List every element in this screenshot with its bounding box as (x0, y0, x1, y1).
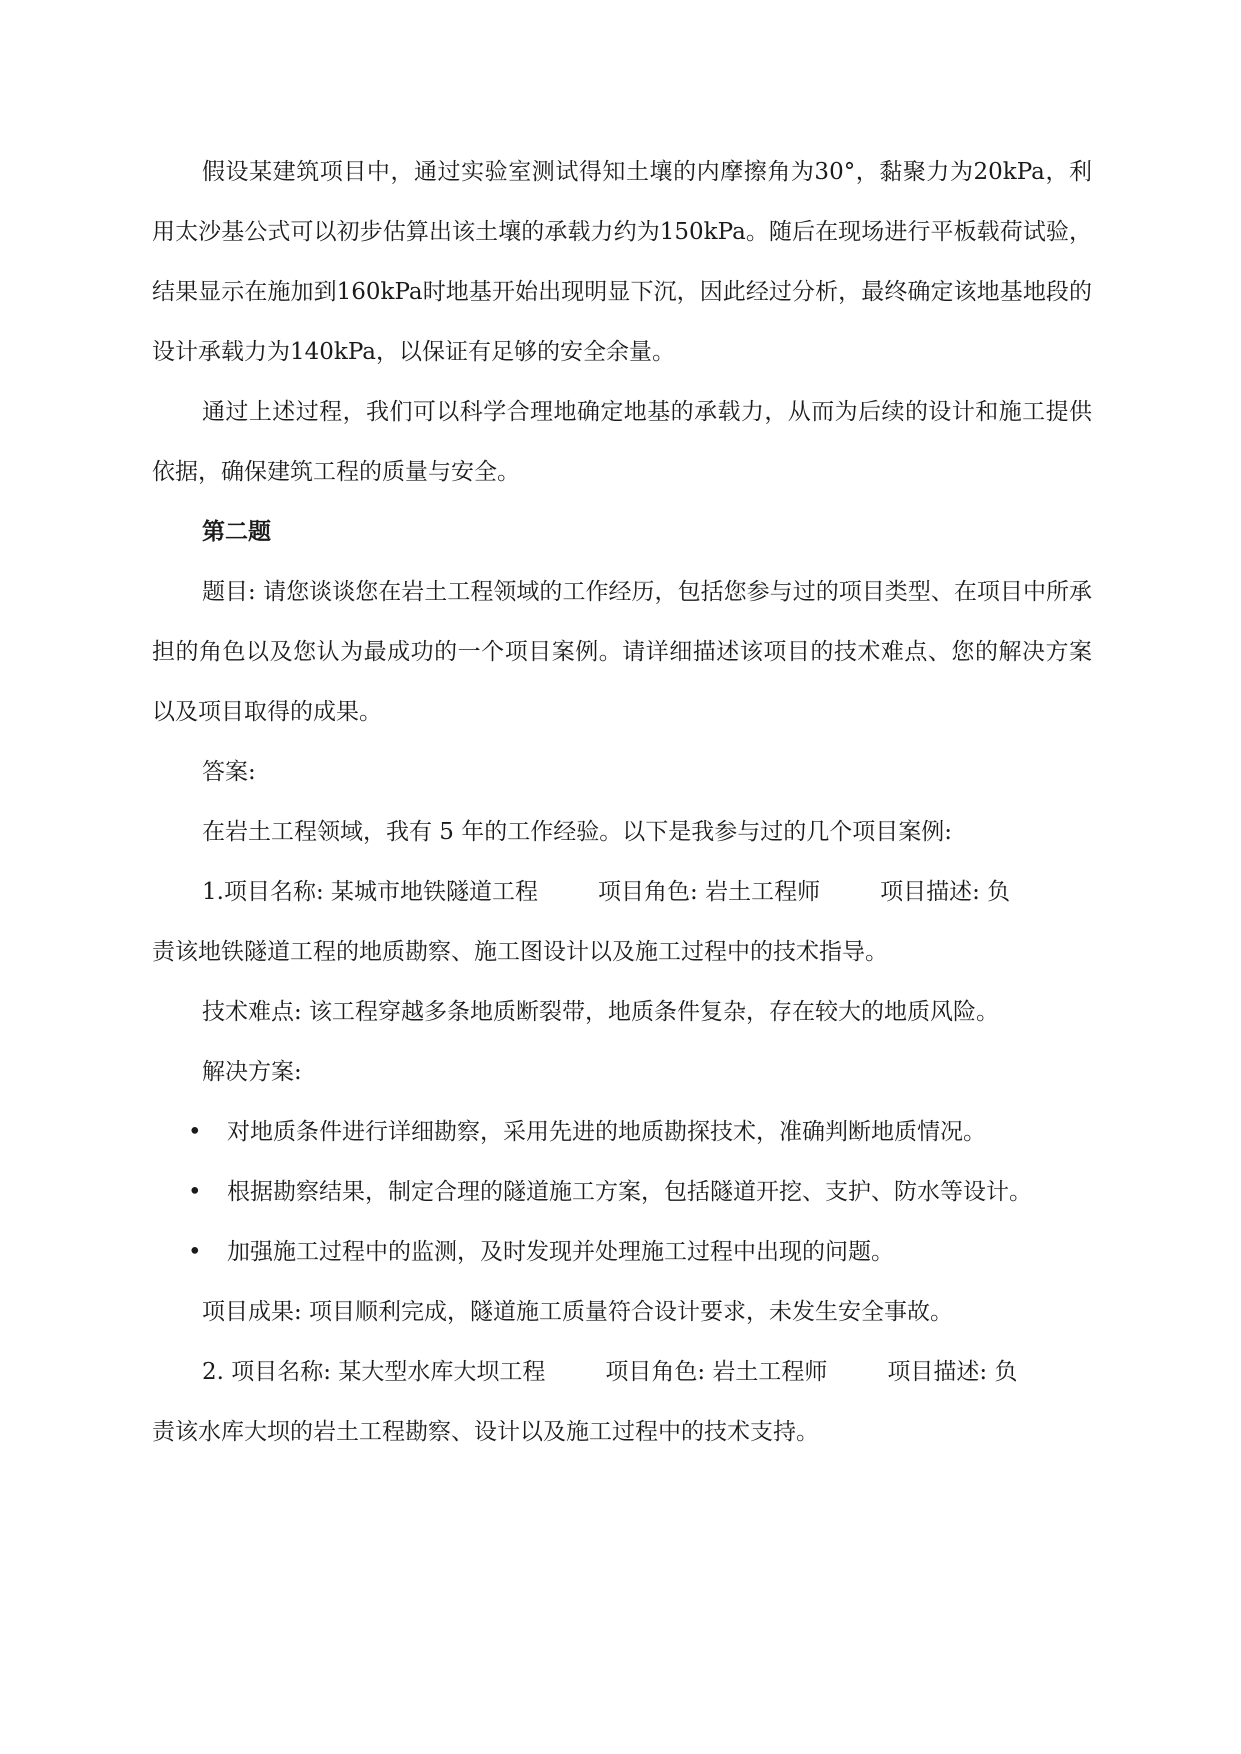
list-item (152, 1222, 1092, 1282)
paragraph-bearing-capacity-example: 假设某建筑项目中，通过实验室测试得知土壤的内摩擦角为30°，黏聚力为20kPa，利用太沙基公式可以初步估算出该土壤的承载力约为150kPa。随后在现场进行平板载荷试验，结果显示在施加到160kPa时地基开始出现明显下沉，因此经过分析，最终确定该地基地段的设计承载力为140kPa，以保证有足够的安全余量。 (152, 159, 1092, 365)
project1-name: 1.项目名称: 某城市地铁隧道工程 (202, 879, 539, 905)
document-page (152, 142, 1092, 1462)
project2-name: 2. 项目名称: 某大型水库大坝工程 (202, 1359, 546, 1385)
project1-difficulty: 技术难点: 该工程穿越多条地质断裂带，地质条件复杂，存在较大的地质风险。 (202, 999, 1000, 1025)
solution-text: 根据勘察结果，制定合理的隧道施工方案，包括隧道开挖、支护、防水等设计。 (227, 1179, 1032, 1205)
project1-result: 项目成果: 项目顺利完成，隧道施工质量符合设计要求，未发生安全事故。 (202, 1299, 954, 1325)
bullet-icon: • (188, 1239, 202, 1265)
list-item (152, 1162, 1092, 1222)
project1-desc-start: 项目描述: 负 (880, 879, 1011, 905)
solution-text: 对地质条件进行详细勘察，采用先进的地质勘探技术，准确判断地质情况。 (227, 1119, 986, 1145)
project1-solution-label: 解决方案: (202, 1059, 302, 1085)
project2-header (152, 1342, 1092, 1402)
question-text: 题目: 请您谈谈您在岩土工程领域的工作经历，包括您参与过的项目类型、在项目中所承担的角色以及您认为最成功的一个项目案例。请详细描述该项目的技术难点、您的解决方案以及项目取得的成果。 (152, 579, 1092, 725)
bullet-icon: • (188, 1179, 202, 1205)
project1-description: 责该地铁隧道工程的地质勘察、施工图设计以及施工过程中的技术指导。 (152, 939, 888, 965)
project2-role: 项目角色: 岩土工程师 (605, 1359, 828, 1385)
project2-description: 责该水库大坝的岩土工程勘察、设计以及施工过程中的技术支持。 (152, 1419, 819, 1445)
project1-role: 项目角色: 岩土工程师 (598, 879, 821, 905)
project2-desc-start: 项目描述: 负 (887, 1359, 1018, 1385)
list-item (152, 1102, 1092, 1162)
paragraph-summary: 通过上述过程，我们可以科学合理地确定地基的承载力，从而为后续的设计和施工提供依据，确保建筑工程的质量与安全。 (152, 399, 1092, 485)
project1-solution-list (152, 1102, 1092, 1282)
solution-text: 加强施工过程中的监测，及时发现并处理施工过程中出现的问题。 (227, 1239, 894, 1265)
project1-header (152, 862, 1092, 922)
answer-intro: 在岩土工程领域，我有 5 年的工作经验。以下是我参与过的几个项目案例: (202, 819, 953, 845)
answer-label: 答案: (202, 759, 256, 785)
bullet-icon: • (188, 1119, 202, 1145)
section-title: 第二题 (202, 518, 271, 545)
